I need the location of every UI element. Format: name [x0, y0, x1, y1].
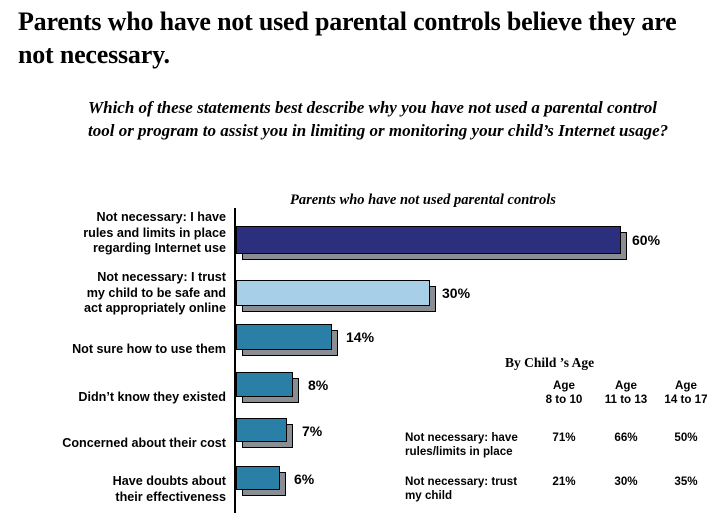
table-cell: 71% — [552, 431, 576, 444]
bar-label-line: act appropriately online — [83, 301, 226, 316]
page-title: Parents who have not used parental controls believe they are not necessary. — [18, 7, 677, 69]
bar-value: 60% — [632, 232, 661, 248]
bar-label-line: Have doubts about — [112, 474, 226, 488]
table-row-label-line: Not necessary: have — [405, 431, 518, 444]
column-header-line: Age — [615, 379, 637, 392]
column-header-line: 11 to 13 — [604, 393, 648, 407]
column-header-age-11-13 — [597, 379, 655, 408]
bar-7 — [236, 418, 287, 442]
column-header-age-8-10 — [535, 379, 593, 408]
column-header-line: Age — [675, 379, 697, 392]
column-header-line: 8 to 10 — [545, 393, 583, 407]
table-row-label-line: my child — [405, 489, 453, 503]
table-cell: 50% — [674, 431, 698, 444]
side-table-title: By Child ’s Age — [505, 355, 595, 370]
bar-label — [20, 474, 226, 505]
bar-label — [20, 342, 226, 358]
bar-label — [20, 270, 226, 317]
table-row-label-line: Not necessary: trust — [405, 475, 518, 488]
chart-row — [0, 208, 723, 270]
chart-row — [0, 320, 723, 368]
bar-label-line: their effectiveness — [115, 489, 226, 504]
bar-label-line: regarding Internet use — [93, 241, 226, 256]
bar-label-line: rules and limits in place — [83, 225, 226, 240]
bar-label-line: Didn’t know they existed — [78, 390, 226, 404]
bar-chart — [0, 208, 723, 518]
column-header-line: Age — [553, 379, 575, 392]
bar-label-line: Not necessary: I have — [96, 210, 226, 224]
bar-value: 7% — [302, 423, 323, 439]
column-header-line: 14 to 17 — [664, 393, 708, 407]
table-cell: 21% — [552, 475, 576, 488]
table-cell: 30% — [614, 475, 638, 488]
table-cell: 35% — [674, 475, 698, 488]
bar-label — [20, 436, 226, 452]
bar-label — [20, 210, 226, 257]
bar-value: 30% — [442, 285, 471, 301]
table-row-label-line: rules/limits in place — [405, 445, 513, 459]
bar-label — [20, 390, 226, 406]
bar-label-line: Not sure how to use them — [72, 342, 226, 356]
table-cell: 66% — [614, 431, 638, 444]
bar-label-line: Concerned about their cost — [62, 436, 226, 450]
chart-heading: Parents who have not used parental controls — [290, 192, 556, 208]
bar-value: 8% — [308, 377, 329, 393]
bar-8 — [236, 372, 293, 397]
bar-6 — [236, 466, 280, 490]
bar-30 — [236, 280, 430, 306]
bar-label-line: my child to be safe and — [86, 285, 226, 300]
bar-value: 6% — [294, 471, 315, 487]
column-header-age-14-17 — [657, 379, 715, 408]
survey-question: Which of these statements best describe why you have not used a parental control tool or program to assist you in limiting or monitoring your child’s Internet usage? — [88, 98, 669, 141]
bar-14 — [236, 324, 332, 350]
table-row-label — [405, 431, 535, 460]
bar-60 — [236, 226, 621, 254]
table-row-label — [405, 475, 535, 504]
bar-value: 14% — [346, 329, 375, 345]
bar-label-line: Not necessary: I trust — [97, 270, 226, 284]
